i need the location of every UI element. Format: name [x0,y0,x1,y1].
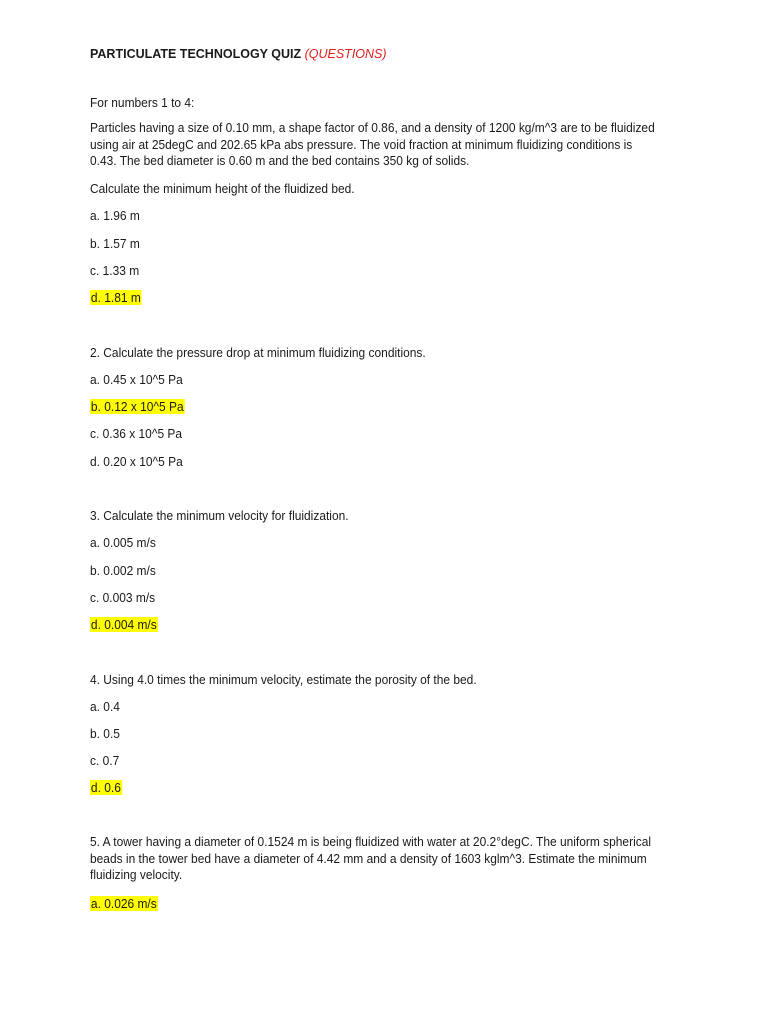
question-2-choice-d: d. 0.20 x 10^5 Pa [90,454,183,469]
question-1-choice-b: b. 1.57 m [90,236,140,251]
problem-statement: Particles having a size of 0.10 mm, a shape factor of 0.86, and a density of 1200 kg/m^3 are to be fluidized using air at 25degC and 202.65 kPa abs pressure. The void fraction at minimum fluidizing conditions is 0.43. The bed diameter is 0.60 m and the bed contains 350 kg of solids. [90,120,655,169]
answer-highlight: a. 0.026 m/s [90,896,157,911]
answer-highlight: b. 0.12 x 10^5 Pa [90,399,184,414]
question-5-prompt: 5. A tower having a diameter of 0.1524 m is being fluidized with water at 20.2°degC. The uniform spherical beads in the tower bed have a diameter of 4.42 mm and a density of 1603 kglm^3. Estimate the minimum fluidizing velocity. [90,834,652,883]
question-4-prompt: 4. Using 4.0 times the minimum velocity, estimate the porosity of the bed. [90,672,477,687]
document-title [90,47,387,61]
question-4-choice-d [90,779,122,796]
question-3-prompt: 3. Calculate the minimum velocity for fluidization. [90,508,349,523]
question-1-choice-a: a. 1.96 m [90,208,140,223]
answer-highlight: d. 0.004 m/s [90,617,157,632]
question-3-choice-b: b. 0.002 m/s [90,563,156,578]
question-1-choice-d [90,289,142,306]
question-4-choice-c: c. 0.7 [90,753,120,768]
question-2-choice-a: a. 0.45 x 10^5 Pa [90,372,183,387]
question-4-choice-b: b. 0.5 [90,726,120,741]
question-2-choice-c: c. 0.36 x 10^5 Pa [90,426,183,441]
question-4-choice-a: a. 0.4 [90,699,120,714]
answer-highlight: d. 1.81 m [90,290,141,305]
question-2-prompt: 2. Calculate the pressure drop at minimum fluidizing conditions. [90,345,426,360]
question-3-choice-c: c. 0.003 m/s [90,590,156,605]
answer-highlight: d. 0.6 [90,780,121,795]
question-3-choice-d [90,616,158,633]
question-3-choice-a: a. 0.005 m/s [90,535,156,550]
question-1-prompt: Calculate the minimum height of the fluidized bed. [90,181,355,196]
title-tag: (QUESTIONS) [304,47,387,61]
question-1-choice-c: c. 1.33 m [90,263,140,278]
intro-text: For numbers 1 to 4: [90,95,195,110]
title-main: PARTICULATE TECHNOLOGY QUIZ [90,47,302,61]
question-2-choice-b [90,398,185,415]
question-5-choice-a [90,895,158,912]
